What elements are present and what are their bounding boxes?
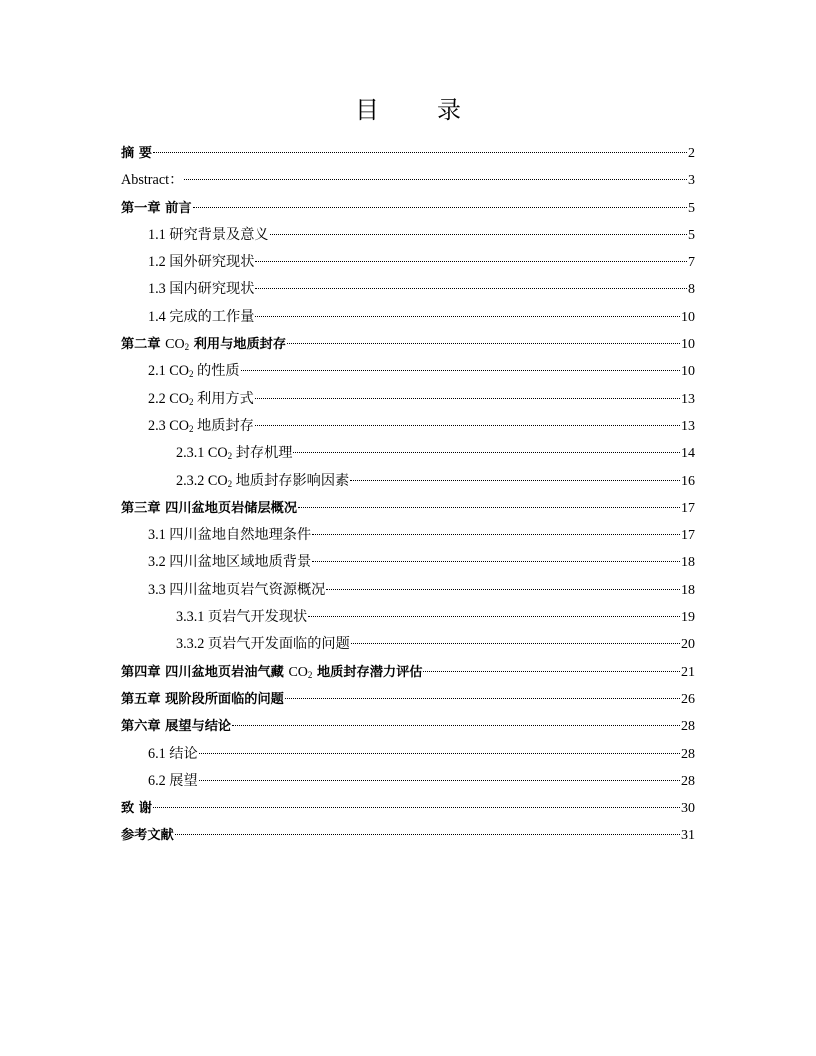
toc-entry[interactable] — [121, 331, 695, 358]
dot-leader — [312, 547, 680, 562]
toc-entry[interactable] — [121, 140, 695, 167]
toc-entry-label: 3.3 四川盆地页岩气资源概况 — [148, 581, 326, 598]
toc-entry-page-number: 10 — [681, 337, 695, 353]
dot-leader — [308, 602, 680, 617]
dot-leader — [293, 438, 680, 453]
toc-entry-label: 第一章 前言 — [121, 200, 192, 216]
toc-entry-label: 第二章 $CO_2$ 利用与地质封存 — [121, 337, 287, 353]
toc-entry[interactable] — [121, 386, 695, 413]
dot-leader — [241, 356, 680, 371]
dot-leader — [287, 329, 680, 344]
toc-entry-page-number: 28 — [681, 719, 695, 735]
toc-entry[interactable] — [121, 358, 695, 385]
toc-entry-label: 3.3.1 页岩气开发现状 — [176, 609, 308, 626]
toc-entry[interactable] — [121, 577, 695, 604]
toc-entry[interactable] — [121, 741, 695, 768]
toc-entry-label: 参考文献 — [121, 828, 174, 844]
toc-entry-label: 1.4 完成的工作量 — [148, 308, 255, 325]
toc-entry-page-number: 20 — [681, 637, 695, 653]
toc-entry-page-number: 19 — [681, 610, 695, 626]
toc-entry-page-number: 30 — [681, 801, 695, 817]
dot-leader — [232, 711, 680, 726]
toc-entry-page-number: 7 — [688, 255, 695, 271]
toc-entry-label: 1.1 研究背景及意义 — [148, 226, 269, 243]
toc-entry[interactable] — [121, 795, 695, 822]
toc-entry[interactable] — [121, 304, 695, 331]
dot-leader — [255, 247, 687, 262]
toc-entry[interactable] — [121, 222, 695, 249]
toc-entry-page-number: 13 — [681, 391, 695, 407]
toc-entry-label: 2.3 $CO_2$ 地质封存 — [148, 417, 254, 434]
toc-entry[interactable] — [121, 713, 695, 740]
toc-entry[interactable] — [121, 631, 695, 658]
toc-entry[interactable] — [121, 549, 695, 576]
toc-entry[interactable] — [121, 822, 695, 849]
toc-entry[interactable] — [121, 768, 695, 795]
toc-entry[interactable] — [121, 468, 695, 495]
toc-entry[interactable] — [121, 249, 695, 276]
dot-leader — [184, 165, 687, 180]
toc-entry-page-number: 18 — [681, 582, 695, 598]
toc-entry-label: 第三章 四川盆地页岩储层概况 — [121, 500, 298, 516]
toc-entry-page-number: 17 — [681, 528, 695, 544]
toc-entry-page-number: 8 — [688, 282, 695, 298]
dot-leader — [351, 629, 680, 644]
toc-entry-label: 3.2 四川盆地区域地质背景 — [148, 554, 312, 571]
toc-entry-label: 第四章 四川盆地页岩油气藏 $CO_2$ 地质封存潜力评估 — [121, 664, 423, 680]
toc-entry-label: 1.2 国外研究现状 — [148, 254, 255, 271]
toc-entry-page-number: 31 — [681, 828, 695, 844]
dot-leader — [312, 520, 680, 535]
toc-entry-page-number: 14 — [681, 446, 695, 462]
toc-entry[interactable] — [121, 522, 695, 549]
toc-entry-page-number: 5 — [688, 200, 695, 216]
toc-entry-label: 2.3.2 $CO_2$ 地质封存影响因素 — [176, 472, 350, 489]
toc-entry-page-number: 13 — [681, 418, 695, 434]
toc-entry[interactable] — [121, 440, 695, 467]
toc-entry-label: 2.2 $CO_2$ 利用方式 — [148, 390, 254, 407]
dot-leader — [255, 274, 687, 289]
toc-entry-label: 3.3.2 页岩气开发面临的问题 — [176, 636, 350, 653]
dot-leader — [423, 657, 680, 672]
toc-entry[interactable] — [121, 195, 695, 222]
toc-entry[interactable] — [121, 659, 695, 686]
dot-leader — [199, 766, 680, 781]
toc-entry-label: 3.1 四川盆地自然地理条件 — [148, 527, 312, 544]
toc-entry-label: 2.3.1 $CO_2$ 封存机理 — [176, 445, 293, 462]
dot-leader — [153, 793, 680, 808]
toc-entry[interactable] — [121, 167, 695, 194]
toc-entry-page-number: 10 — [681, 309, 695, 325]
toc-entry[interactable] — [121, 413, 695, 440]
toc-entry-page-number: 26 — [681, 691, 695, 707]
toc-entry-page-number: 17 — [681, 500, 695, 516]
toc-entry-page-number: 16 — [681, 473, 695, 489]
toc-entry[interactable] — [121, 276, 695, 303]
toc-entry-label: 第五章 现阶段所面临的问题 — [121, 691, 284, 707]
toc-entry-label: Abstract： — [121, 172, 184, 189]
toc-entry[interactable] — [121, 495, 695, 522]
dot-leader — [199, 739, 680, 754]
dot-leader — [255, 302, 680, 317]
toc-entry-label: 摘 要 — [121, 146, 152, 161]
toc-entry-label: 2.1 $CO_2$ 的性质 — [148, 363, 240, 380]
toc-entry-label: 致 谢 — [121, 801, 152, 817]
dot-leader — [270, 220, 687, 235]
toc-entry-page-number: 21 — [681, 664, 695, 680]
toc-entry-page-number: 2 — [688, 146, 695, 161]
table-of-contents — [121, 140, 695, 850]
toc-entry[interactable] — [121, 604, 695, 631]
dot-leader — [255, 411, 680, 426]
dot-leader — [298, 493, 680, 508]
dot-leader — [193, 193, 687, 208]
toc-entry-page-number: 18 — [681, 555, 695, 571]
dot-leader — [255, 384, 680, 399]
toc-entry-label: 6.1 结论 — [148, 745, 198, 762]
dot-leader — [153, 138, 687, 153]
page-title: 目 录 — [355, 98, 487, 124]
dot-leader — [285, 684, 680, 699]
toc-entry-page-number: 28 — [681, 746, 695, 762]
dot-leader — [175, 820, 680, 835]
toc-entry-page-number: 28 — [681, 773, 695, 789]
toc-entry-label: 6.2 展望 — [148, 772, 198, 789]
toc-entry-page-number: 10 — [681, 364, 695, 380]
toc-entry-label: 第六章 展望与结论 — [121, 719, 232, 735]
toc-entry-page-number: 3 — [688, 173, 695, 189]
toc-entry-page-number: 5 — [688, 227, 695, 243]
toc-entry[interactable] — [121, 686, 695, 713]
dot-leader — [326, 575, 680, 590]
toc-entry-label: 1.3 国内研究现状 — [148, 281, 255, 298]
dot-leader — [350, 466, 680, 481]
